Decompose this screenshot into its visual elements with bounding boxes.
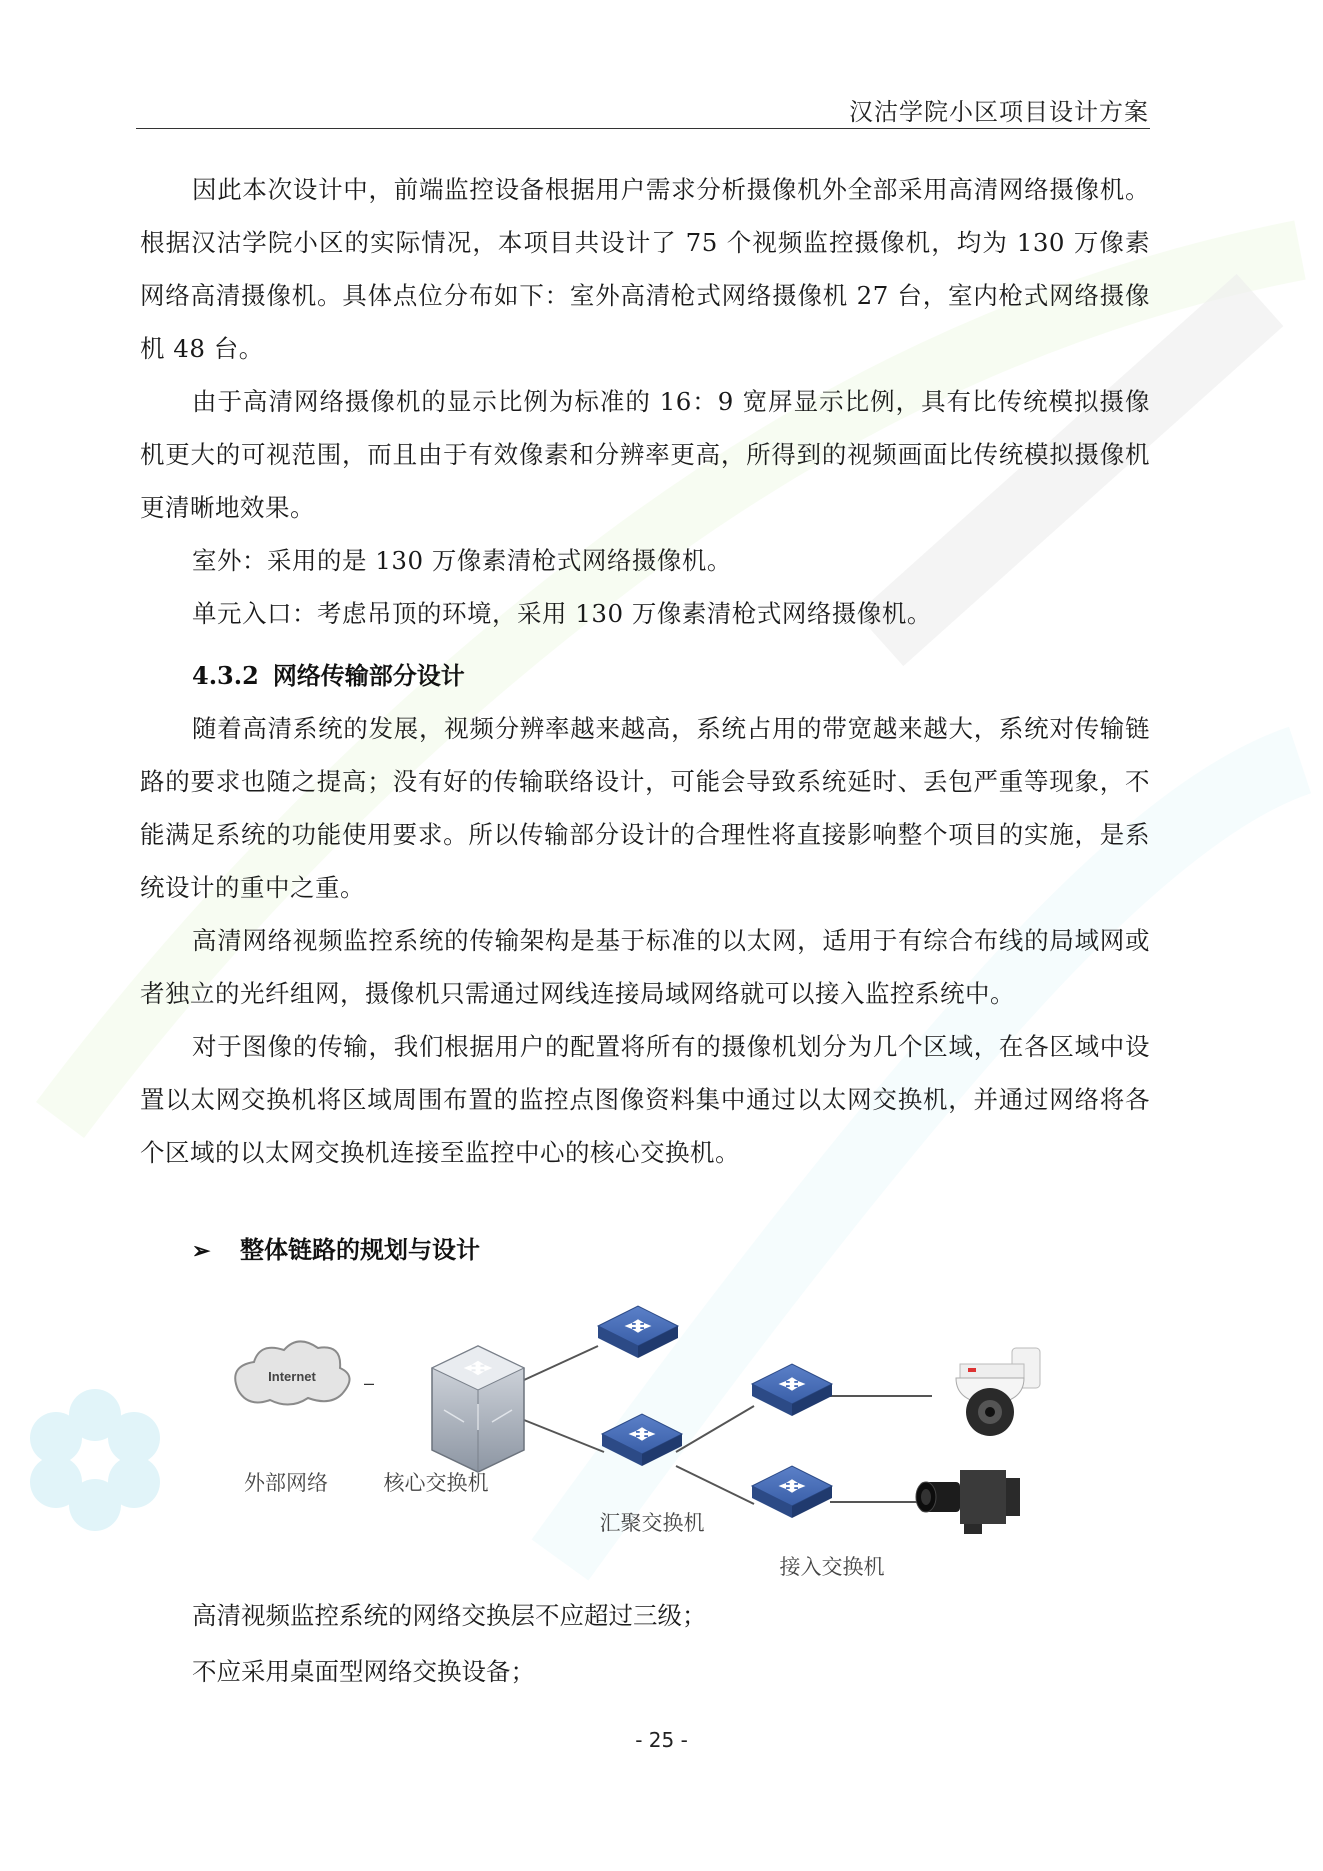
cloud-label: Internet <box>268 1369 316 1384</box>
paragraph: 因此本次设计中，前端监控设备根据用户需求分析摄像机外全部采用高清网络摄像机。根据汉沽学院小区的实际情况，本项目共设计了 75 个视频监控摄像机，均为 130 万像素网络高清摄像机。具体点位分布如下：室外高清枪式网络摄像机 27 台，室内枪式网络摄像机 48 台。 <box>140 175 1150 363</box>
top-switch-icon <box>598 1306 678 1358</box>
paragraph: 不应采用桌面型网络交换设备； <box>192 1657 535 1686</box>
paragraph: 高清网络视频监控系统的传输架构是基于标准的以太网，适用于有综合布线的局域网或者独立的光纤组网，摄像机只需通过网线连接局域网络就可以接入监控系统中。 <box>140 926 1150 1008</box>
paragraph: 单元入口：考虑吊顶的环境，采用 130 万像素清枪式网络摄像机。 <box>192 599 932 628</box>
label-access-switch: 接入交换机 <box>779 1555 885 1579</box>
page-number: - 25 - <box>635 1728 688 1752</box>
link-aggregation-access-bottom <box>676 1466 754 1504</box>
aggregation-switch-icon <box>602 1414 682 1466</box>
label-core-switch: 核心交换机 <box>383 1471 489 1495</box>
header-title: 汉沽学院小区项目设计方案 <box>849 98 1149 126</box>
paragraph: 高清视频监控系统的网络交换层不应超过三级； <box>192 1601 707 1630</box>
arrow-bullet-icon: ➢ <box>192 1238 211 1264</box>
access-switch-bottom-icon <box>752 1466 832 1518</box>
paragraph: 室外：采用的是 130 万像素清枪式网络摄像机。 <box>192 546 732 575</box>
section-title: 网络传输部分设计 <box>272 661 465 690</box>
paragraph-group-c <box>140 1588 1150 1700</box>
paragraph: 随着高清系统的发展，视频分辨率越来越高，系统占用的带宽越来越大，系统对传输链路的要求也随之提高；没有好的传输联络设计，可能会导致系统延时、丢包严重等现象，不能满足系统的功能使用要求。所以传输部分设计的合理性将直接影响整个项目的实施，是系统设计的重中之重。 <box>140 714 1150 902</box>
access-switch-top-icon <box>752 1364 832 1416</box>
bullet-title: 整体链路的规划与设计 <box>240 1235 480 1264</box>
core-switch-icon <box>432 1346 524 1472</box>
link-aggregation-access-top <box>676 1406 754 1452</box>
cloud-core-connector: – <box>364 1373 375 1393</box>
section-heading <box>192 656 465 691</box>
dome-camera-icon <box>956 1348 1040 1436</box>
box-camera-icon <box>916 1470 1020 1534</box>
network-topology-diagram <box>224 1290 1104 1590</box>
link-core-aggregation <box>524 1420 604 1452</box>
link-core-top <box>524 1346 598 1380</box>
section-number: 4.3.2 <box>192 661 259 690</box>
bullet-heading <box>192 1230 480 1265</box>
label-external-network: 外部网络 <box>244 1471 328 1495</box>
watermark-flower-icon <box>30 1389 160 1531</box>
diagram-links <box>524 1346 932 1504</box>
paragraph-group-b <box>140 702 1150 1179</box>
label-aggregation-switch: 汇聚交换机 <box>599 1511 705 1535</box>
internet-cloud-icon <box>235 1341 349 1404</box>
paragraph-group-a <box>140 163 1150 640</box>
paragraph: 对于图像的传输，我们根据用户的配置将所有的摄像机划分为几个区域，在各区域中设置以太网交换机将区域周围布置的监控点图像资料集中通过以太网交换机，并通过网络将各个区域的以太网交换机连接至监控中心的核心交换机。 <box>140 1032 1150 1167</box>
header-divider <box>136 128 1150 129</box>
paragraph: 由于高清网络摄像机的显示比例为标准的 16：9 宽屏显示比例，具有比传统模拟摄像机更大的可视范围，而且由于有效像素和分辨率更高，所得到的视频画面比传统模拟摄像机更清晰地效果。 <box>140 387 1150 522</box>
